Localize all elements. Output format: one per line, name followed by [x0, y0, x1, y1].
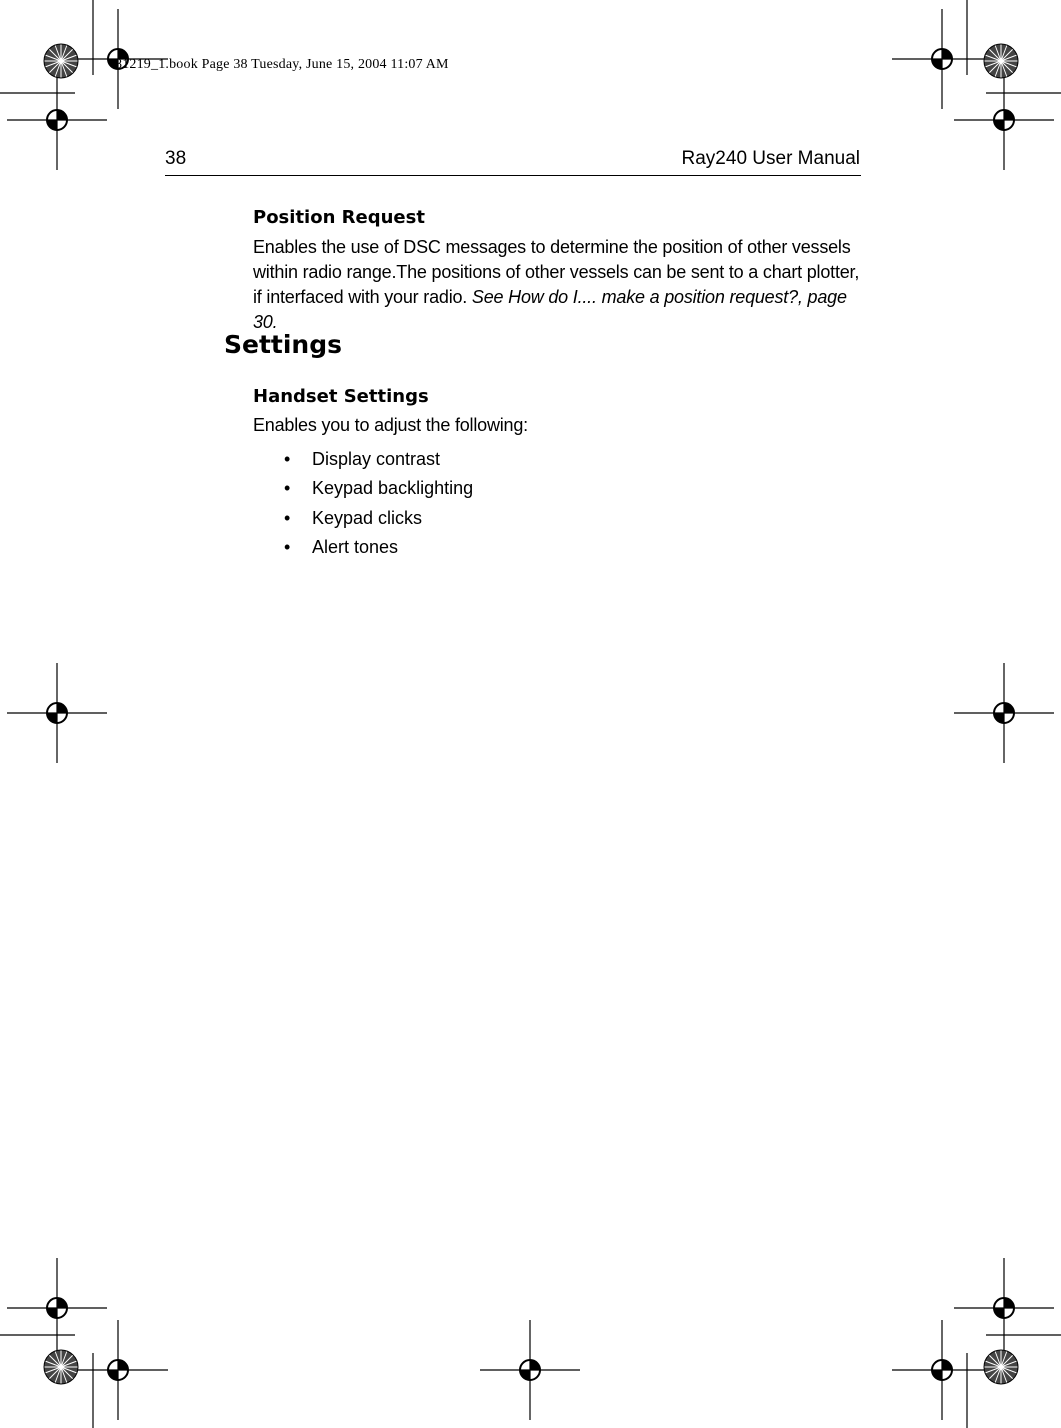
- color-bar-star-icon: [44, 44, 78, 78]
- handset-settings-heading: Handset Settings: [253, 386, 429, 407]
- color-bar-star-icon: [44, 1350, 78, 1384]
- position-request-heading: Position Request: [253, 207, 425, 228]
- registration-mark-icon: [892, 1320, 992, 1420]
- color-bar-star-icon: [984, 1350, 1018, 1384]
- position-request-text: Enables the use of DSC messages to determine the position of other vessels within radio range.The positions of other vessels can be sent to a chart plotter, if interfaced with your radio.: [253, 237, 860, 307]
- bullet-icon: •: [284, 478, 291, 498]
- print-slug: 81219_1.book Page 38 Tuesday, June 15, 2004 11:07 AM: [115, 57, 449, 72]
- registration-mark-icon: [7, 1258, 107, 1358]
- registration-mark-icon: [7, 70, 107, 170]
- registration-mark-icon: [68, 1320, 168, 1420]
- list-item-label: Alert tones: [312, 537, 399, 557]
- bullet-icon: •: [284, 537, 291, 557]
- registration-mark-icon: [892, 9, 992, 109]
- list-item-label: Display contrast: [312, 449, 441, 469]
- registration-mark-icon: [954, 1258, 1054, 1358]
- cross-reference-link[interactable]: See How do I.... make a position request?, page 30.: [253, 287, 847, 332]
- color-bar-star-icon: [984, 44, 1018, 78]
- registration-mark-icon: [954, 663, 1054, 763]
- bullet-icon: •: [284, 508, 291, 528]
- registration-mark-icon: [480, 1320, 580, 1420]
- page-number: 38: [165, 148, 187, 169]
- settings-heading: Settings: [224, 330, 343, 359]
- bullet-icon: •: [284, 449, 291, 469]
- list-item-label: Keypad clicks: [312, 508, 423, 528]
- header-rule: [165, 175, 861, 176]
- handset-settings-intro: Enables you to adjust the following:: [253, 415, 528, 435]
- list-item-label: Keypad backlighting: [312, 478, 474, 498]
- registration-mark-icon: [7, 663, 107, 763]
- running-title: Ray240 User Manual: [681, 148, 860, 169]
- position-request-body: [253, 235, 865, 335]
- registration-mark-icon: [954, 70, 1054, 170]
